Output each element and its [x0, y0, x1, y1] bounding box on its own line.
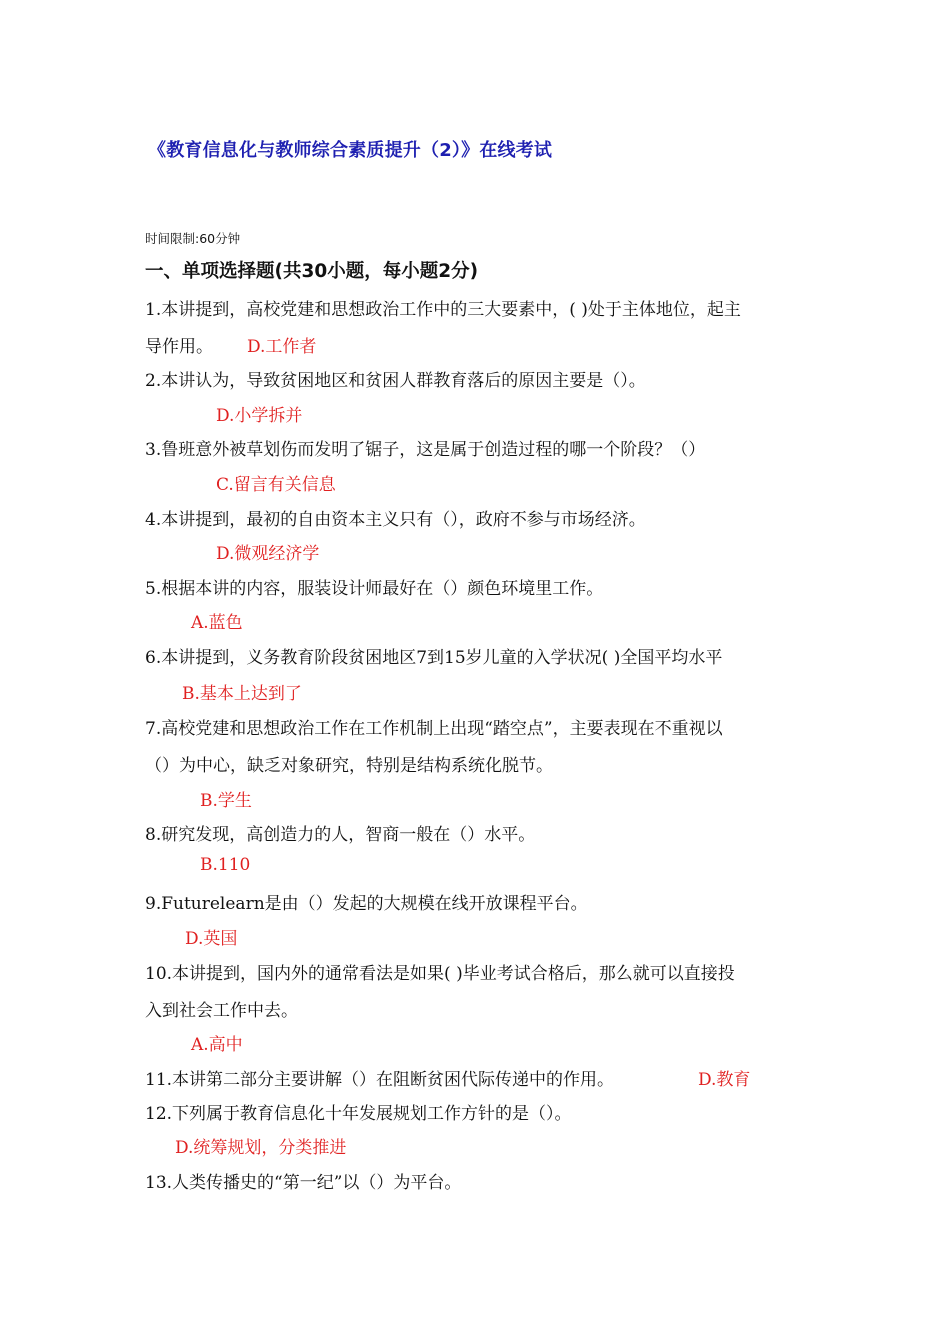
section-heading: 一、单项选择题(共30小题，每小题2分) [145, 261, 479, 282]
time-limit: 时间限制:60分钟 [145, 231, 241, 246]
question-13-line-1: 13.人类传播史的“第一纪”以（）为平台。 [145, 1173, 462, 1193]
question-2-line-1: 2.本讲认为，导致贫困地区和贫困人群教育落后的原因主要是（）。 [145, 371, 646, 391]
answer-4: D.微观经济学 [216, 544, 320, 564]
question-3-line-1: 3.鲁班意外被草划伤而发明了锯子，这是属于创造过程的哪一个阶段？（） [145, 440, 706, 460]
question-7-line-1: 7.高校党建和思想政治工作在工作机制上出现“踏空点”，主要表现在不重视以 [145, 719, 723, 739]
question-12-line-1: 12.下列属于教育信息化十年发展规划工作方针的是（）。 [145, 1104, 572, 1124]
question-4-line-1: 4.本讲提到，最初的自由资本主义只有（），政府不参与市场经济。 [145, 510, 646, 530]
question-5-line-1: 5.根据本讲的内容，服装设计师最好在（）颜色环境里工作。 [145, 579, 604, 599]
exam-title: 《教育信息化与教师综合素质提升（2）》在线考试 [148, 140, 553, 161]
answer-10: A.高中 [191, 1035, 243, 1055]
question-10-line-2: 入到社会工作中去。 [145, 1001, 298, 1021]
question-7-line-2: （）为中心，缺乏对象研究，特别是结构系统化脱节。 [145, 756, 553, 776]
answer-1: D.工作者 [247, 337, 317, 357]
answer-9: D.英国 [185, 929, 238, 949]
answer-12: D.统筹规划，分类推进 [175, 1138, 347, 1158]
answer-11: D.教育 [698, 1070, 751, 1090]
question-8-line-1: 8.研究发现，高创造力的人，智商一般在（）水平。 [145, 825, 536, 845]
question-1-line-1: 1.本讲提到，高校党建和思想政治工作中的三大要素中，( )处于主体地位，起主 [145, 300, 741, 320]
question-11-line-1: 11.本讲第二部分主要讲解（）在阻断贫困代际传递中的作用。 [145, 1070, 615, 1090]
answer-8: B.110 [200, 855, 251, 875]
question-1-line-2: 导作用。 [145, 337, 213, 357]
answer-6: B.基本上达到了 [182, 684, 302, 704]
question-6-line-1: 6.本讲提到，义务教育阶段贫困地区7到15岁儿童的入学状况( )全国平均水平 [145, 648, 723, 668]
answer-3: C.留言有关信息 [216, 475, 336, 495]
answer-7: B.学生 [200, 791, 252, 811]
answer-5: A.蓝色 [191, 613, 243, 633]
question-9-line-1: 9.Futurelearn是由（）发起的大规模在线开放课程平台。 [145, 894, 588, 914]
answer-2: D.小学拆并 [216, 406, 303, 426]
question-10-line-1: 10.本讲提到，国内外的通常看法是如果( )毕业考试合格后，那么就可以直接投 [145, 964, 735, 984]
